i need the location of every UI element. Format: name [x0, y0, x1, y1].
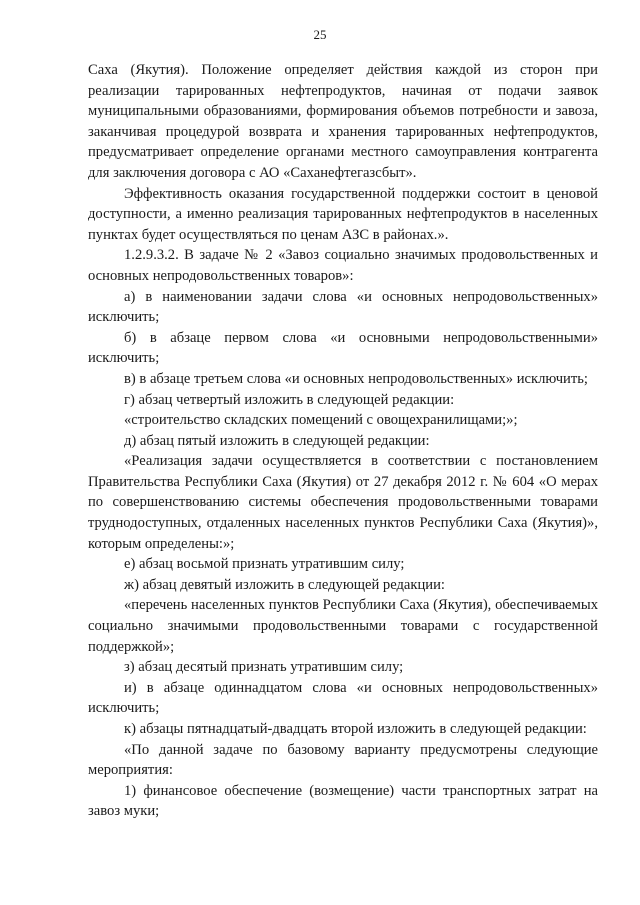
paragraph-item-e: е) абзац восьмой признать утратившим силу;	[124, 556, 405, 573]
paragraph-item-g: г) абзац четвертый изложить в следующей редакции:	[124, 391, 455, 408]
paragraph-item-zh: ж) абзац девятый изложить в следующей редакции:	[124, 576, 445, 593]
paragraph-item-a: а) в наименовании задачи слова «и основных непродовольственных» исключить;	[88, 288, 598, 326]
paragraph-item-k: к) абзацы пятнадцатый-двадцать второй изложить в следующей редакции:	[124, 721, 587, 737]
page-number: 25	[313, 27, 327, 42]
paragraph-continuation: Саха (Якутия). Положение определяет действия каждой из сторон при реализации тарированных нефтепродуктов, начиная от подачи заявок муниципальными образованиями, формирования объемов потребности и завоза, заканчивая процедурой возврата и хранения тарированных нефтепродуктов, предусматривает определение органами местного самоуправления контрагента для заключения договора с АО «Саханефтегазсбыт».	[88, 62, 598, 181]
document-body	[88, 60, 598, 822]
paragraph-task-2: 1.2.9.3.2. В задаче № 2 «Завоз социально значимых продовольственных и основных непродовольственных товаров»:	[88, 247, 598, 284]
paragraph-item-v: в) в абзаце третьем слова «и основных непродовольственных» исключить;	[124, 370, 588, 387]
paragraph-effectiveness: Эффективность оказания государственной поддержки состоит в ценовой доступности, а именно реализация тарированных нефтепродуктов в населенных пунктах будет осуществляться по ценам АЗС в районах.».	[88, 185, 598, 243]
paragraph-quote-storage: «строительство складских помещений с овощехранилищами;»;	[124, 412, 518, 429]
paragraph-quote-measures: «По данной задаче по базовому варианту предусмотрены следующие мероприятия:	[88, 741, 598, 779]
paragraph-quote-resolution: «Реализация задачи осуществляется в соответствии с постановлением Правительства Республики Саха (Якутия) от 27 декабря 2012 г. № 604 «О мерах по совершенствованию системы обеспечения продовольственными товарами труднодоступных, отдаленных населенных пунктов Республики Саха (Якутия)», которым определены:»;	[88, 453, 598, 552]
paragraph-quote-list: «перечень населенных пунктов Республики Саха (Якутия), обеспечиваемых социально значимыми продовольственными товарами с государственной поддержкой»;	[88, 597, 598, 655]
paragraph-measure-1: 1) финансовое обеспечение (возмещение) части транспортных затрат на завоз муки;	[88, 782, 598, 820]
paragraph-item-d: д) абзац пятый изложить в следующей редакции:	[124, 432, 430, 449]
paragraph-item-z: з) абзац десятый признать утратившим силу;	[124, 659, 404, 676]
paragraph-item-b: б) в абзаце первом слова «и основными непродовольственными» исключить;	[88, 329, 598, 367]
paragraph-item-i: и) в абзаце одиннадцатом слова «и основных непродовольственных» исключить;	[88, 679, 598, 717]
